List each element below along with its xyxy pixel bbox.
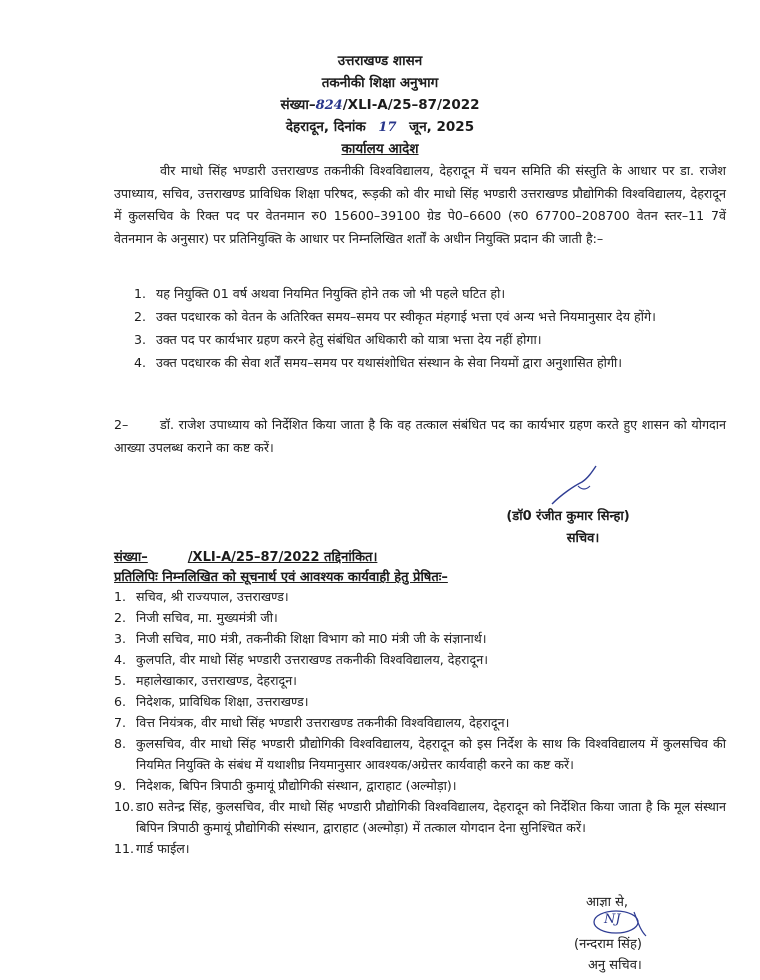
recipient-item: 11. गार्ड फाईल। xyxy=(114,841,190,856)
ref-suffix: /XLI-A/25–87/2022 xyxy=(342,97,480,113)
secretary-designation: सचिव। xyxy=(566,531,600,546)
recipient-item: 2. निजी सचिव, मा. मुख्यमंत्री जी। xyxy=(114,610,278,625)
copy-intro: प्रतिलिपिः निम्नलिखित को सूचनार्थ एवं आवश्यक कार्यवाही हेतु प्रेषितः– xyxy=(114,570,448,585)
conditions-list xyxy=(134,283,726,373)
ref-prefix: संख्या– xyxy=(280,97,316,113)
reference-number xyxy=(0,94,760,117)
recipient-item: 8. कुलसचिव, वीर माधो सिंह भण्डारी प्रौद्योगिकी विश्वविद्यालय, देहरादून को इस निर्देश के साथ कि विश्वविद्यालय में कुलसचिव की नियमित नियुक्ति के संबंध में यथाशीघ्र नियमानुसार आवश्यक/अग्रेत्तर कार्यवाही करने का कष्ट करें। xyxy=(114,736,726,772)
department-heading: तकनीकी शिक्षा अनुभाग xyxy=(321,75,439,91)
government-heading: उत्तराखण्ड शासन xyxy=(337,53,423,69)
paragraph-number: 2– xyxy=(114,417,129,432)
copy-reference xyxy=(114,548,377,568)
directive-paragraph xyxy=(114,414,726,459)
document-title: कार्यालय आदेश xyxy=(341,141,419,157)
recipient-item: 1. सचिव, श्री राज्यपाल, उत्तराखण्ड। xyxy=(114,589,289,604)
under-secretary-designation: अनु सचिव। xyxy=(588,958,642,973)
date-suffix: जून, 2025 xyxy=(409,119,475,135)
recipient-item: 9. निदेशक, बिपिन त्रिपाठी कुमायूं प्रौद्योगिकी संस्थान, द्वाराहाट (अल्मोड़ा)। xyxy=(114,778,457,793)
recipient-item: 4. कुलपति, वीर माधो सिंह भण्डारी उत्तराखण्ड तकनीकी विश्वविद्यालय, देहरादून। xyxy=(114,652,488,667)
recipients-list xyxy=(114,586,726,859)
recipient-item: 6. निदेशक, प्राविधिक शिक्षा, उत्तराखण्ड। xyxy=(114,694,309,709)
condition-item: 2. उक्त पदधारक को वेतन के अतिरिक्त समय–समय पर स्वीकृत मंहगाई भत्ता एवं अन्य भत्ते नियमानुसार देय होंगे। xyxy=(134,309,656,324)
secretary-name: (डॉ0 रंजीत कुमार सिन्हा) xyxy=(506,509,630,524)
order-paragraph: वीर माधो सिंह भण्डारी उत्तराखण्ड तकनीकी विश्वविद्यालय, देहरादून में चयन समिति की संस्तुति के आधार पर डा. राजेश उपाध्याय, सचिव, उत्तराखण्ड प्राविधिक शिक्षा परिषद, रूड़की को वीर माधो सिंह भण्डारी उत्तराखण्ड प्रौद्योगिकी विश्वविद्यालय, देहरादून में कुलसचिव के रिक्त पद पर वेतनमान रु0 15600–39100 ग्रेड पे0–6600 (रु0 67700–208700 वेतन स्तर–11 7वें वेतनमान के अनुसार) पर प्रतिनियुक्ति के आधार पर निम्नलिखित शर्तों के अधीन नियुक्ति प्रदान की जाती है:– xyxy=(114,163,726,246)
initials-signature xyxy=(594,910,650,936)
copy-ref-suffix: /XLI-A/25–87/2022 तद्दिनांकित। xyxy=(187,550,378,565)
initials-text: NJ xyxy=(604,912,621,927)
recipient-item: 3. निजी सचिव, मा0 मंत्री, तकनीकी शिक्षा विभाग को मा0 मंत्री जी के संज्ञानार्थ। xyxy=(114,631,487,646)
issue-date xyxy=(0,116,760,139)
recipient-item: 7. वित्त नियंत्रक, वीर माधो सिंह भण्डारी उत्तराखण्ड तकनीकी विश्वविद्यालय, देहरादून। xyxy=(114,715,510,730)
directive-text: डॉ. राजेश उपाध्याय को निर्देशित किया जाता है कि वह तत्काल संबंधित पद का कार्यभार ग्रहण करते हुए शासन को योगदान आख्या उपलब्ध कराने का कष्ट करें। xyxy=(114,417,726,455)
ref-handwritten-number: 824 xyxy=(315,98,343,113)
by-order-label: आज्ञा से, xyxy=(586,895,629,910)
condition-item: 3. उक्त पद पर कार्यभार ग्रहण करने हेतु संबंधित अधिकारी को यात्रा भत्ता देय नहीं होगा। xyxy=(134,332,542,347)
date-handwritten-day: 17 xyxy=(378,120,397,135)
recipient-item: 5. महालेखाकार, उत्तराखण्ड, देहरादून। xyxy=(114,673,297,688)
recipient-item: 10. डा0 सतेन्द्र सिंह, कुलसचिव, वीर माधो सिंह भण्डारी प्रौद्योगिकी विश्वविद्यालय, देहरादून को निर्देशित किया जाता है कि मूल संस्थान बिपिन त्रिपाठी कुमायूं प्रौद्योगिकी संस्थान, द्वाराहाट (अल्मोड़ा) में तत्काल योगदान देना सुनिश्चित करें। xyxy=(114,799,726,835)
condition-item: 1. यह नियुक्ति 01 वर्ष अथवा नियमित नियुक्ति होने तक जो भी पहले घटित हो। xyxy=(134,286,506,301)
signature-scribble xyxy=(548,464,608,510)
date-prefix: देहरादून, दिनांक xyxy=(285,119,366,135)
under-secretary-name: (नन्दराम सिंह) xyxy=(574,937,642,952)
condition-item: 4. उक्त पदधारक की सेवा शर्तें समय–समय पर यथासंशोधित संस्थान के सेवा नियमों द्वारा अनुशासित होगी। xyxy=(134,355,623,370)
copy-ref-prefix: संख्या– xyxy=(114,550,148,565)
